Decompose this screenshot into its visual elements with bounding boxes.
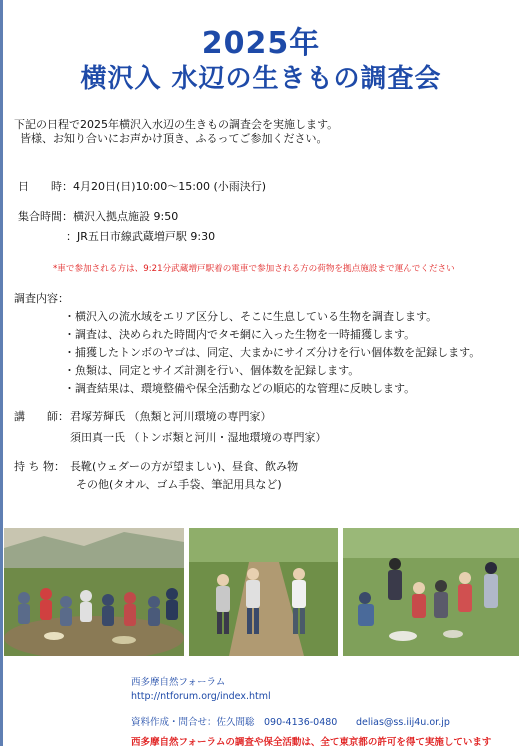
survey-item: ・魚類は、同定とサイズ計測を行い、個体数を記録します。 bbox=[64, 364, 360, 377]
intro-line-2: 皆様、お知り合いにお声かけ頂き、ふるってご参加ください。 bbox=[20, 132, 328, 145]
photo-survey-group bbox=[4, 528, 184, 656]
title-main: 横沢入 水辺の生きもの調査会 bbox=[80, 64, 442, 94]
survey-label: 調査内容： bbox=[14, 292, 69, 305]
belongings-line-1: 長靴(ウェダーの方が望ましい)、昼食、飲み物 bbox=[70, 460, 299, 473]
org-name: 西多摩自然フォーラム bbox=[131, 677, 226, 688]
lecturer-2: 須田真一氏 （トンボ類と河川・湿地環境の専門家） bbox=[70, 431, 327, 444]
photo-trail-walk bbox=[189, 528, 338, 656]
survey-item: ・調査結果は、環境整備や保全活動などの順応的な管理に反映します。 bbox=[64, 382, 416, 395]
belongings-label: 持 ち 物： bbox=[14, 460, 65, 473]
lecturers-label: 講 師： bbox=[14, 410, 69, 423]
photo-specimen-sorting bbox=[343, 528, 519, 656]
title-year: 2025年 bbox=[201, 26, 321, 61]
date-line: 日 時：4月20日(日)10:00～15:00 (小雨決行) bbox=[18, 180, 267, 193]
gather-line-2: ：JR五日市線武蔵増戸駅 9:30 bbox=[66, 230, 216, 243]
contact-email-link[interactable]: delias@ss.iij4u.or.jp bbox=[356, 717, 450, 728]
intro-line-1: 下記の日程で2025年横沢入水辺の生きもの調査会を実施します。 bbox=[14, 118, 339, 131]
permission-note: 西多摩自然フォーラムの調査や保全活動は、全て東京都の許可を得て実施しています bbox=[131, 737, 492, 748]
survey-item: ・調査は、決められた時間内でタモ網に入った生物を一時捕獲します。 bbox=[64, 328, 416, 341]
left-border bbox=[0, 0, 3, 746]
contact-info: 資料作成・問合せ：佐久間聡 090-4136-0480 bbox=[131, 717, 338, 728]
lecturer-1: 君塚芳輝氏 （魚類と河川環境の専門家） bbox=[70, 410, 272, 423]
car-note: *車で参加される方は、9:21分武蔵増戸駅着の電車で参加される方の荷物を拠点施設まで運んでください bbox=[53, 264, 455, 274]
survey-item: ・横沢入の流水域をエリア区分し、そこに生息している生物を調査します。 bbox=[64, 310, 438, 323]
gather-line-1: 集合時間：横沢入拠点施設 9:50 bbox=[18, 210, 179, 223]
org-url-link[interactable]: http://ntforum.org/index.html bbox=[131, 691, 271, 702]
survey-item: ・捕獲したトンボのヤゴは、同定、大まかにサイズ分けを行い個体数を記録します。 bbox=[64, 346, 481, 359]
belongings-line-2: その他(タオル、ゴム手袋、筆記用具など) bbox=[76, 478, 282, 491]
